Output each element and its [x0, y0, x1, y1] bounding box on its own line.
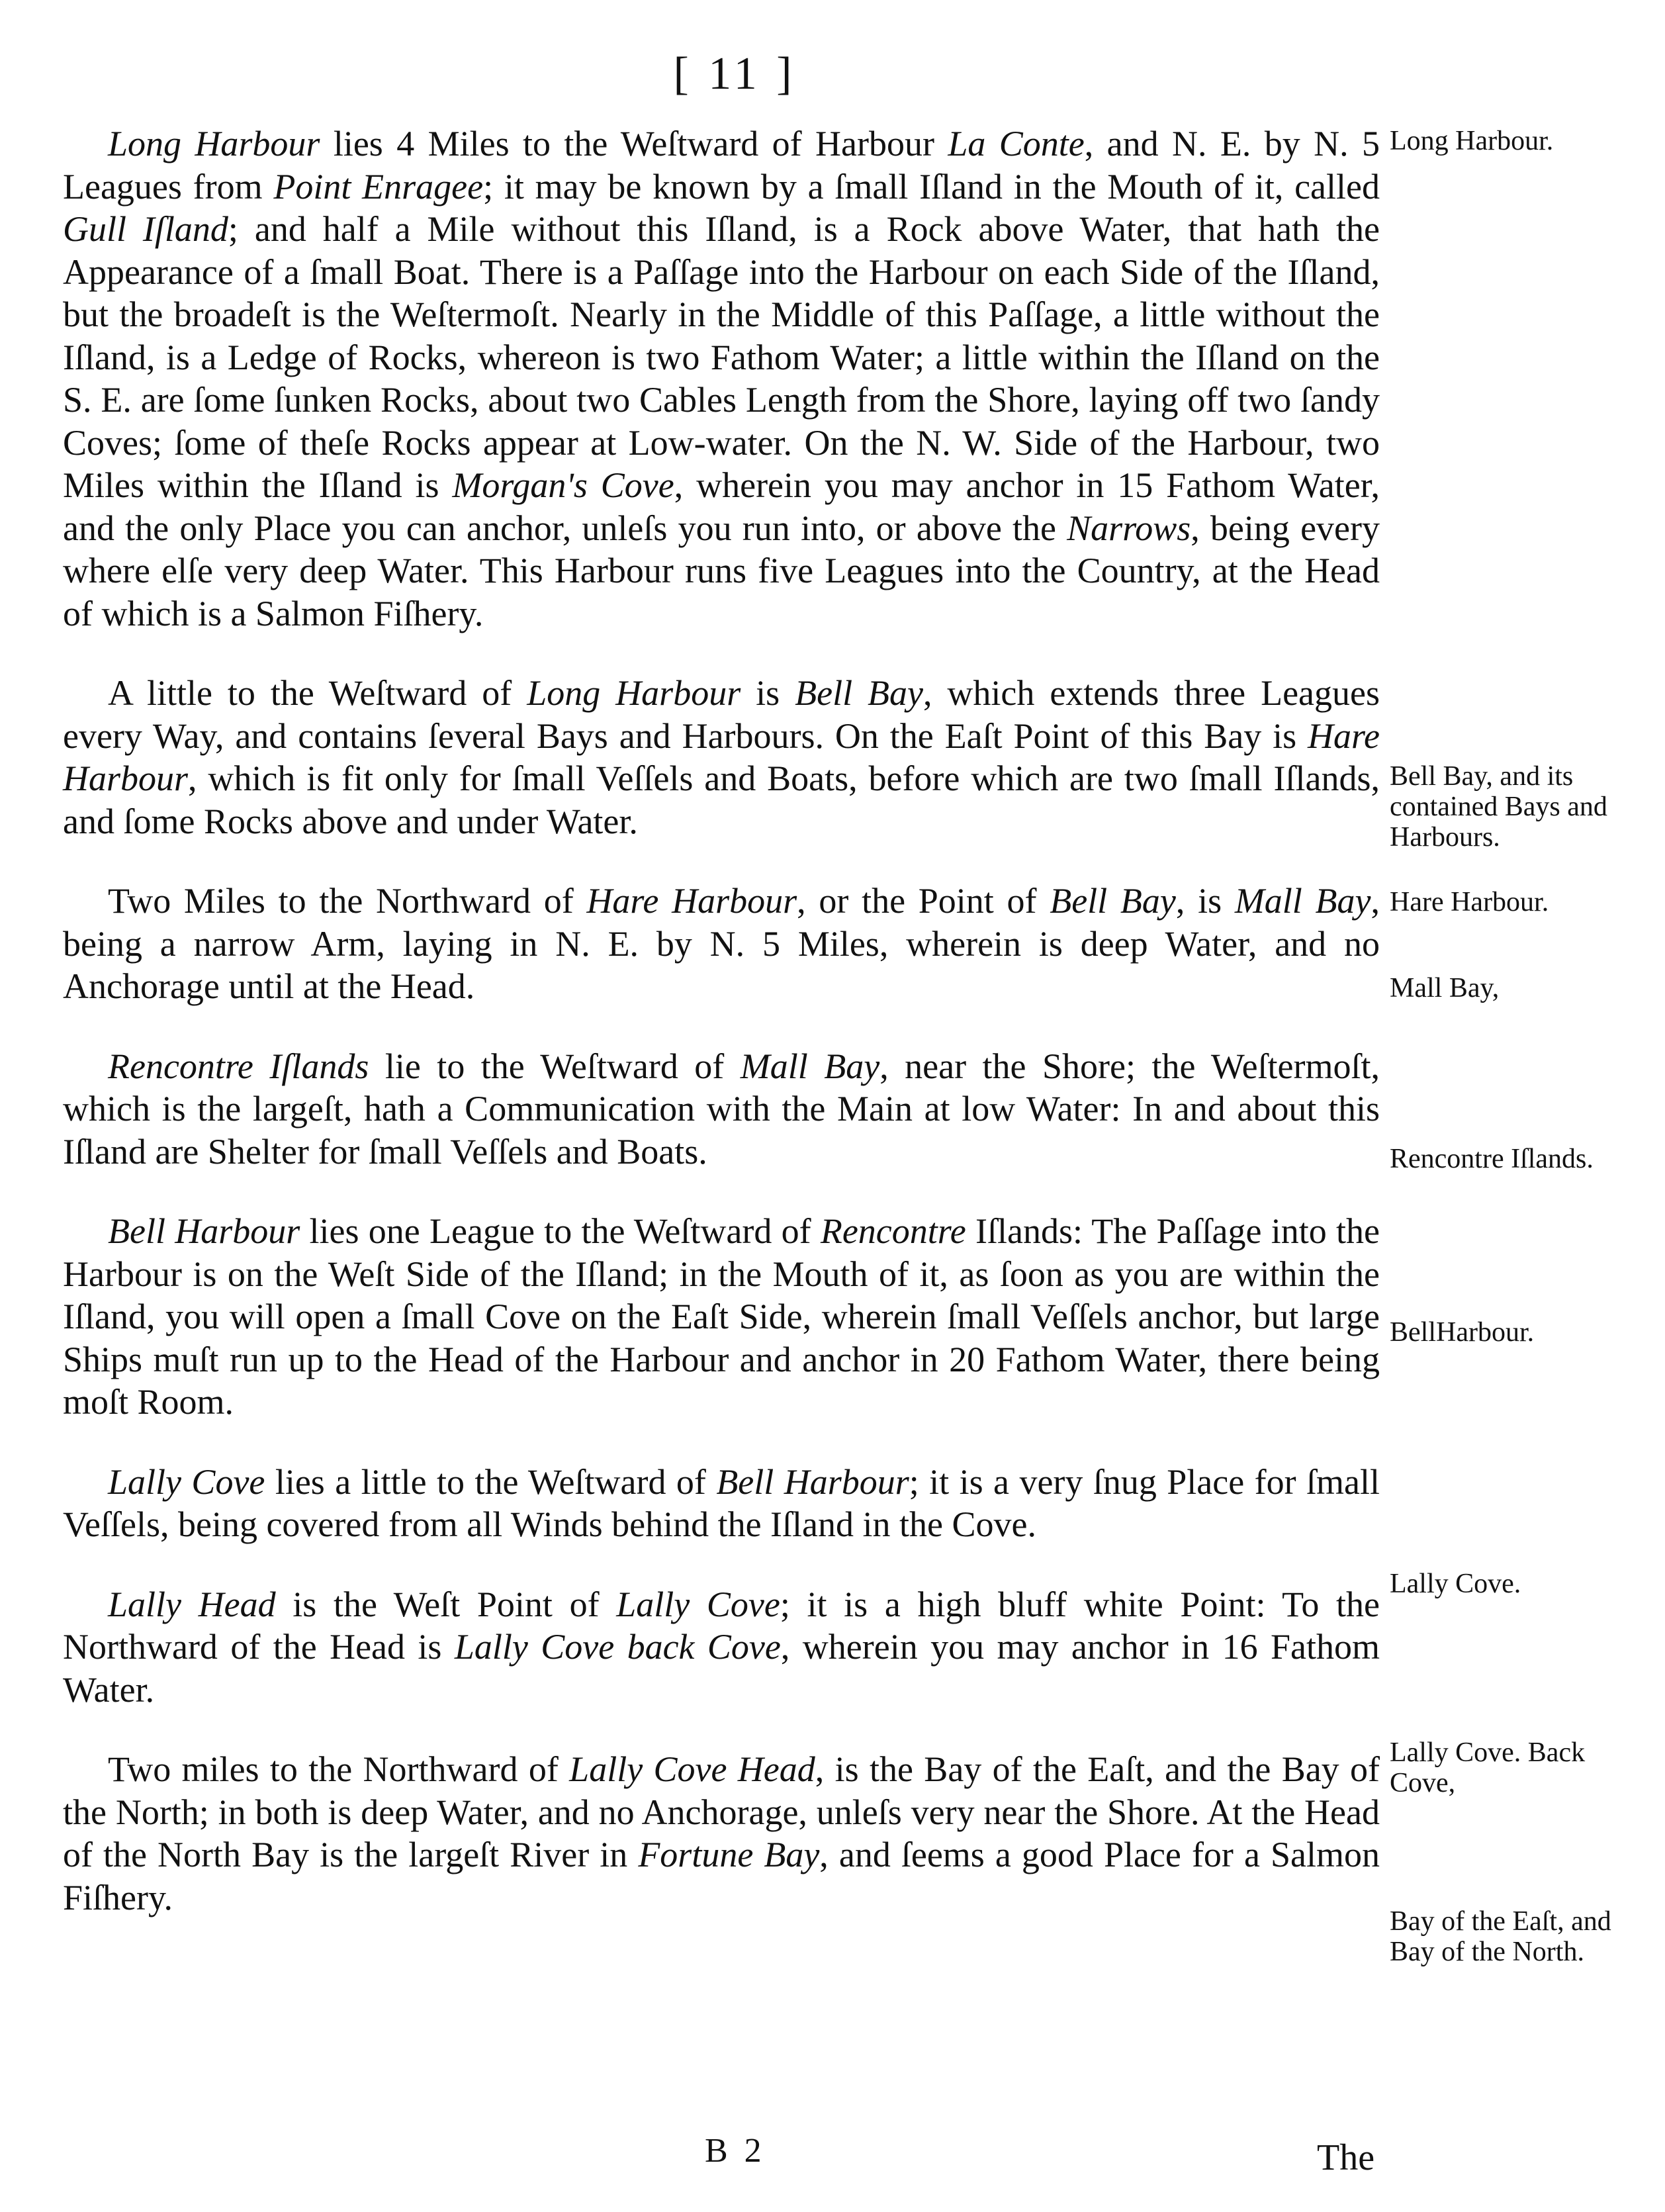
italic-place-name: Lally Cove — [616, 1584, 780, 1624]
margin-note-long-harbour: Long Harbour. — [1390, 126, 1554, 156]
italic-place-name: Morgan's Cove — [452, 465, 674, 505]
italic-place-name: Lally Cove — [108, 1461, 265, 1502]
italic-place-name: Long Harbour — [108, 124, 320, 163]
margin-note-hare-harbour: Hare Harbour. — [1390, 887, 1549, 917]
margin-note-mall-bay: Mall Bay, — [1390, 973, 1500, 1003]
text-run: ; and half a Mile without this Iſland, is a Rock above Water, that hath the Appearance of a ſmall Boat. There is a Paſſage into the Harbour on each Side of the Iſland, but the broadeſt is the Weſtermoſt. Nearly in the Middle of this Paſſage, a little without the Iſland, is a Ledge of Rocks, whereon is two Fathom Water; a little within the Iſland on the S. E. are ſome ſunken Rocks, about two Cables Length from the Shore, laying off two ſandy Coves; ſome of theſe Rocks appear at Low-water. On the N. W. Side of the Harbour, two Miles within the Iſland is — [63, 209, 1380, 505]
margin-note-bell-harbour: BellHarbour. — [1390, 1317, 1535, 1348]
italic-place-name: Point Enragee — [273, 166, 484, 207]
paragraph-rencontre-islands — [63, 1045, 1380, 1174]
italic-place-name: Lally Cove back Cove — [454, 1627, 781, 1667]
text-run: is — [741, 673, 795, 713]
text-run: , being every where elſe very deep Water. This Harbour runs five Leagues into the Country, at the Head of which is a Salmon Fiſhery. — [63, 508, 1380, 633]
text-run: Two Miles to the Northward of — [108, 881, 587, 921]
text-run: , and ſeems a good Place for a Salmon Fiſhery. — [63, 1835, 1380, 1917]
margin-note-bay-of-east-north: Bay of the Eaſt, and Bay of the North. — [1390, 1906, 1611, 1967]
italic-place-name: La Conte — [948, 124, 1085, 163]
italic-place-name: Bell Harbour — [716, 1461, 909, 1502]
text-run: , is the Bay of the Eaſt, and the Bay of the North; in both is deep Water, and no Anchorage, unleſs very near the Shore. At the Head of the North Bay is the largeſt River in — [63, 1749, 1380, 1874]
italic-place-name: Bell Bay — [1050, 881, 1176, 921]
paragraph-bell-bay — [63, 672, 1380, 843]
paragraph-bay-of-east-north — [63, 1748, 1380, 1919]
text-run: lies a little to the Weſtward of — [265, 1461, 717, 1502]
paragraph-mall-bay — [63, 880, 1380, 1008]
paragraph-lally-head — [63, 1583, 1380, 1712]
text-run: is the Weſt Point of — [275, 1584, 617, 1624]
text-run: lie to the Weſtward of — [369, 1046, 741, 1086]
margin-note-lally-cove: Lally Cove. — [1390, 1569, 1521, 1599]
italic-place-name: Bell Bay — [795, 673, 923, 713]
text-run: , wherein you may anchor in 15 Fathom Water, and the only Place you can anchor, unleſs you run into, or above the — [63, 465, 1380, 548]
text-run: , which is fit only for ſmall Veſſels and Boats, before which are two ſmall Iſlands, and ſome Rocks above and under Water. — [63, 759, 1380, 841]
italic-place-name: Hare Harbour — [63, 715, 1380, 798]
italic-place-name: Long Harbour — [527, 673, 741, 713]
paragraph-long-harbour — [63, 122, 1380, 635]
margin-note-bell-bay: Bell Bay, and its contained Bays and Harbours. — [1390, 761, 1607, 853]
text-run: Two miles to the Northward of — [108, 1749, 570, 1789]
italic-place-name: Mall Bay — [1234, 881, 1371, 921]
signature-mark: B 2 — [705, 2132, 766, 2170]
italic-place-name: Narrows — [1067, 508, 1191, 548]
margin-note-lally-cove-back-cove: Lally Cove. Back Cove, — [1390, 1737, 1586, 1798]
paragraph-lally-cove — [63, 1461, 1380, 1546]
italic-place-name: Lally Cove Head — [569, 1749, 815, 1789]
text-run: , being a narrow Arm, laying in N. E. by N. 5 Miles, wherein is deep Water, and no Anchorage until at the Head. — [63, 881, 1380, 1006]
text-run: ; it may be known by a ſmall Iſland in the Mouth of it, called — [483, 166, 1380, 207]
text-run: , which extends three Leagues every Way, and contains ſeveral Bays and Harbours. On the Eaſt Point of this Bay is — [63, 673, 1380, 756]
italic-place-name: Fortune Bay — [638, 1835, 820, 1874]
text-run: ; it is a high bluff white Point: To the Northward of the Head is — [63, 1584, 1380, 1667]
italic-place-name: Gull Iſland — [63, 209, 228, 249]
paragraph-bell-harbour — [63, 1210, 1380, 1424]
italic-place-name: Rencontre — [820, 1211, 966, 1251]
text-run: , and N. E. by N. 5 Leagues from — [63, 124, 1380, 207]
text-run: A little to the Weſtward of — [108, 673, 527, 713]
italic-place-name: Bell Harbour — [108, 1211, 300, 1251]
text-run: ; it is a very ſnug Place for ſmall Veſſels, being covered from all Winds behind the Iſland in the Cove. — [63, 1461, 1380, 1544]
text-run: lies one League to the Weſtward of — [300, 1211, 821, 1251]
main-text — [63, 122, 1380, 1956]
catchword: The — [1317, 2137, 1375, 2178]
italic-place-name: Hare Harbour — [586, 881, 797, 921]
italic-place-name: Rencontre Iſlands — [108, 1046, 369, 1086]
text-run: , near the Shore; the Weſtermoſt, which is the largeſt, hath a Communication with the Main at low Water: In and about this Iſland are Shelter for ſmall Veſſels and Boats. — [63, 1046, 1380, 1172]
margin-note-rencontre-islands: Rencontre Iſlands. — [1390, 1144, 1594, 1174]
text-run: lies 4 Miles to the Weſtward of Harbour — [320, 124, 948, 163]
text-run: Iſlands: The Paſſage into the Harbour is on the Weſt Side of the Iſland; in the Mouth of it, as ſoon as you are within the Iſland, you will open a ſmall Cove on the Eaſt Side, wherein ſmall Veſſels anchor, but large Ships muſt run up to the Head of the Harbour and anchor in 20 Fathom Water, there being moſt Room. — [63, 1211, 1380, 1422]
page-number: [ 11 ] — [673, 48, 796, 99]
italic-place-name: Mall Bay — [740, 1046, 880, 1086]
italic-place-name: Lally Head — [108, 1584, 276, 1624]
text-run: , wherein you may anchor in 16 Fathom Water. — [63, 1627, 1380, 1710]
text-run: , is — [1175, 881, 1235, 921]
text-run: , or the Point of — [797, 881, 1050, 921]
